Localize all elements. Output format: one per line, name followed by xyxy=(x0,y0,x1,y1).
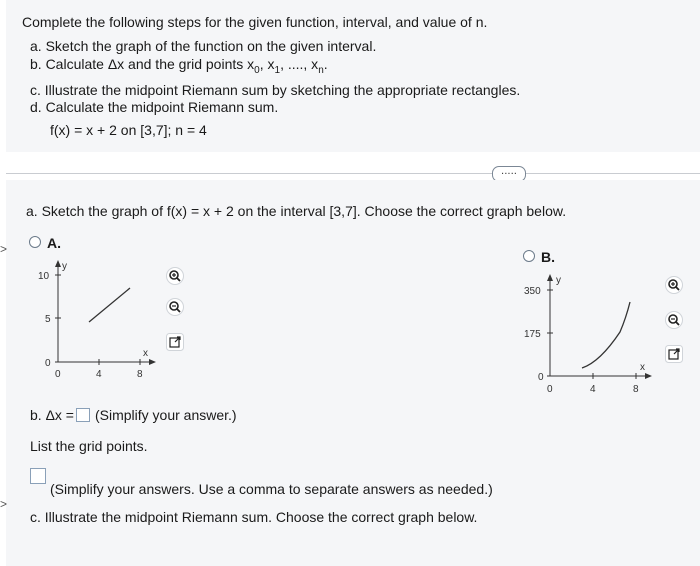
x-tick-label: 8 xyxy=(633,384,639,395)
option-a-radio[interactable] xyxy=(29,236,41,248)
function-curve xyxy=(582,302,630,368)
x-axis-label: x xyxy=(143,348,148,359)
y-axis-label: y xyxy=(556,275,561,286)
x-tick-label: 0 xyxy=(547,384,553,395)
y-tick-label: 350 xyxy=(524,286,541,297)
option-b-label: B. xyxy=(541,249,555,265)
function-curve xyxy=(89,288,130,322)
part-b-prefix: b. Δx = xyxy=(30,407,74,423)
step-b: b. Calculate Δx and the grid points $x_0$, $x_1$, ...., $x_n$. xyxy=(30,56,328,76)
chevron-right-icon[interactable]: > xyxy=(0,242,8,256)
y-axis-label: y xyxy=(62,261,67,272)
option-b-graph xyxy=(520,270,660,400)
popout-icon[interactable] xyxy=(166,333,184,351)
y-tick-label: 175 xyxy=(524,329,541,340)
zoom-out-icon[interactable] xyxy=(665,311,683,329)
x-tick-label: 0 xyxy=(55,369,61,380)
part-b-hint: (Simplify your answer.) xyxy=(95,407,237,423)
y-tick-label: 10 xyxy=(38,271,50,282)
y-tick-label: 0 xyxy=(45,358,51,369)
option-b-radio[interactable] xyxy=(523,250,535,262)
step-a: a. Sketch the graph of the function on the given interval. xyxy=(30,38,377,54)
option-a-label: A. xyxy=(47,235,61,251)
section-divider xyxy=(6,173,700,174)
option-a-graph xyxy=(34,256,164,384)
y-tick-label: 5 xyxy=(45,314,51,325)
grid-points-hint: (Simplify your answers. Use a comma to separate answers as needed.) xyxy=(50,481,493,497)
y-axis-arrow xyxy=(55,260,61,267)
step-d: d. Calculate the midpoint Riemann sum. xyxy=(30,99,279,115)
grid-points-label: List the grid points. xyxy=(30,438,148,454)
part-c-prompt: c. Illustrate the midpoint Riemann sum. Choose the correct graph below. xyxy=(30,509,478,525)
step-b-text: b. Calculate Δx and the grid points x xyxy=(30,56,255,72)
zoom-out-icon[interactable] xyxy=(166,298,184,316)
zoom-in-icon[interactable] xyxy=(166,267,184,285)
x-tick-label: 4 xyxy=(96,369,102,380)
function-statement: f(x) = x + 2 on [3,7]; n = 4 xyxy=(50,122,207,138)
question-intro: Complete the following steps for the given function, interval, and value of n. xyxy=(22,14,488,30)
x-tick-label: 8 xyxy=(137,369,143,380)
chevron-right-icon[interactable]: > xyxy=(0,497,8,511)
x-axis-label: x xyxy=(640,362,645,373)
more-button[interactable]: ..... xyxy=(492,166,526,182)
step-c: c. Illustrate the midpoint Riemann sum by sketching the appropriate rectangles. xyxy=(30,82,521,98)
x-axis-arrow xyxy=(149,359,156,365)
delta-x-input[interactable] xyxy=(76,408,90,422)
part-a-prompt: a. Sketch the graph of f(x) = x + 2 on the interval [3,7]. Choose the correct graph below. xyxy=(26,203,567,219)
x-tick-label: 4 xyxy=(590,384,596,395)
zoom-in-icon[interactable] xyxy=(665,276,683,294)
y-tick-label: 0 xyxy=(538,372,544,383)
x-axis-arrow xyxy=(645,373,652,379)
y-axis-arrow xyxy=(547,274,553,281)
grid-points-input[interactable] xyxy=(30,468,46,484)
popout-icon[interactable] xyxy=(665,345,683,363)
